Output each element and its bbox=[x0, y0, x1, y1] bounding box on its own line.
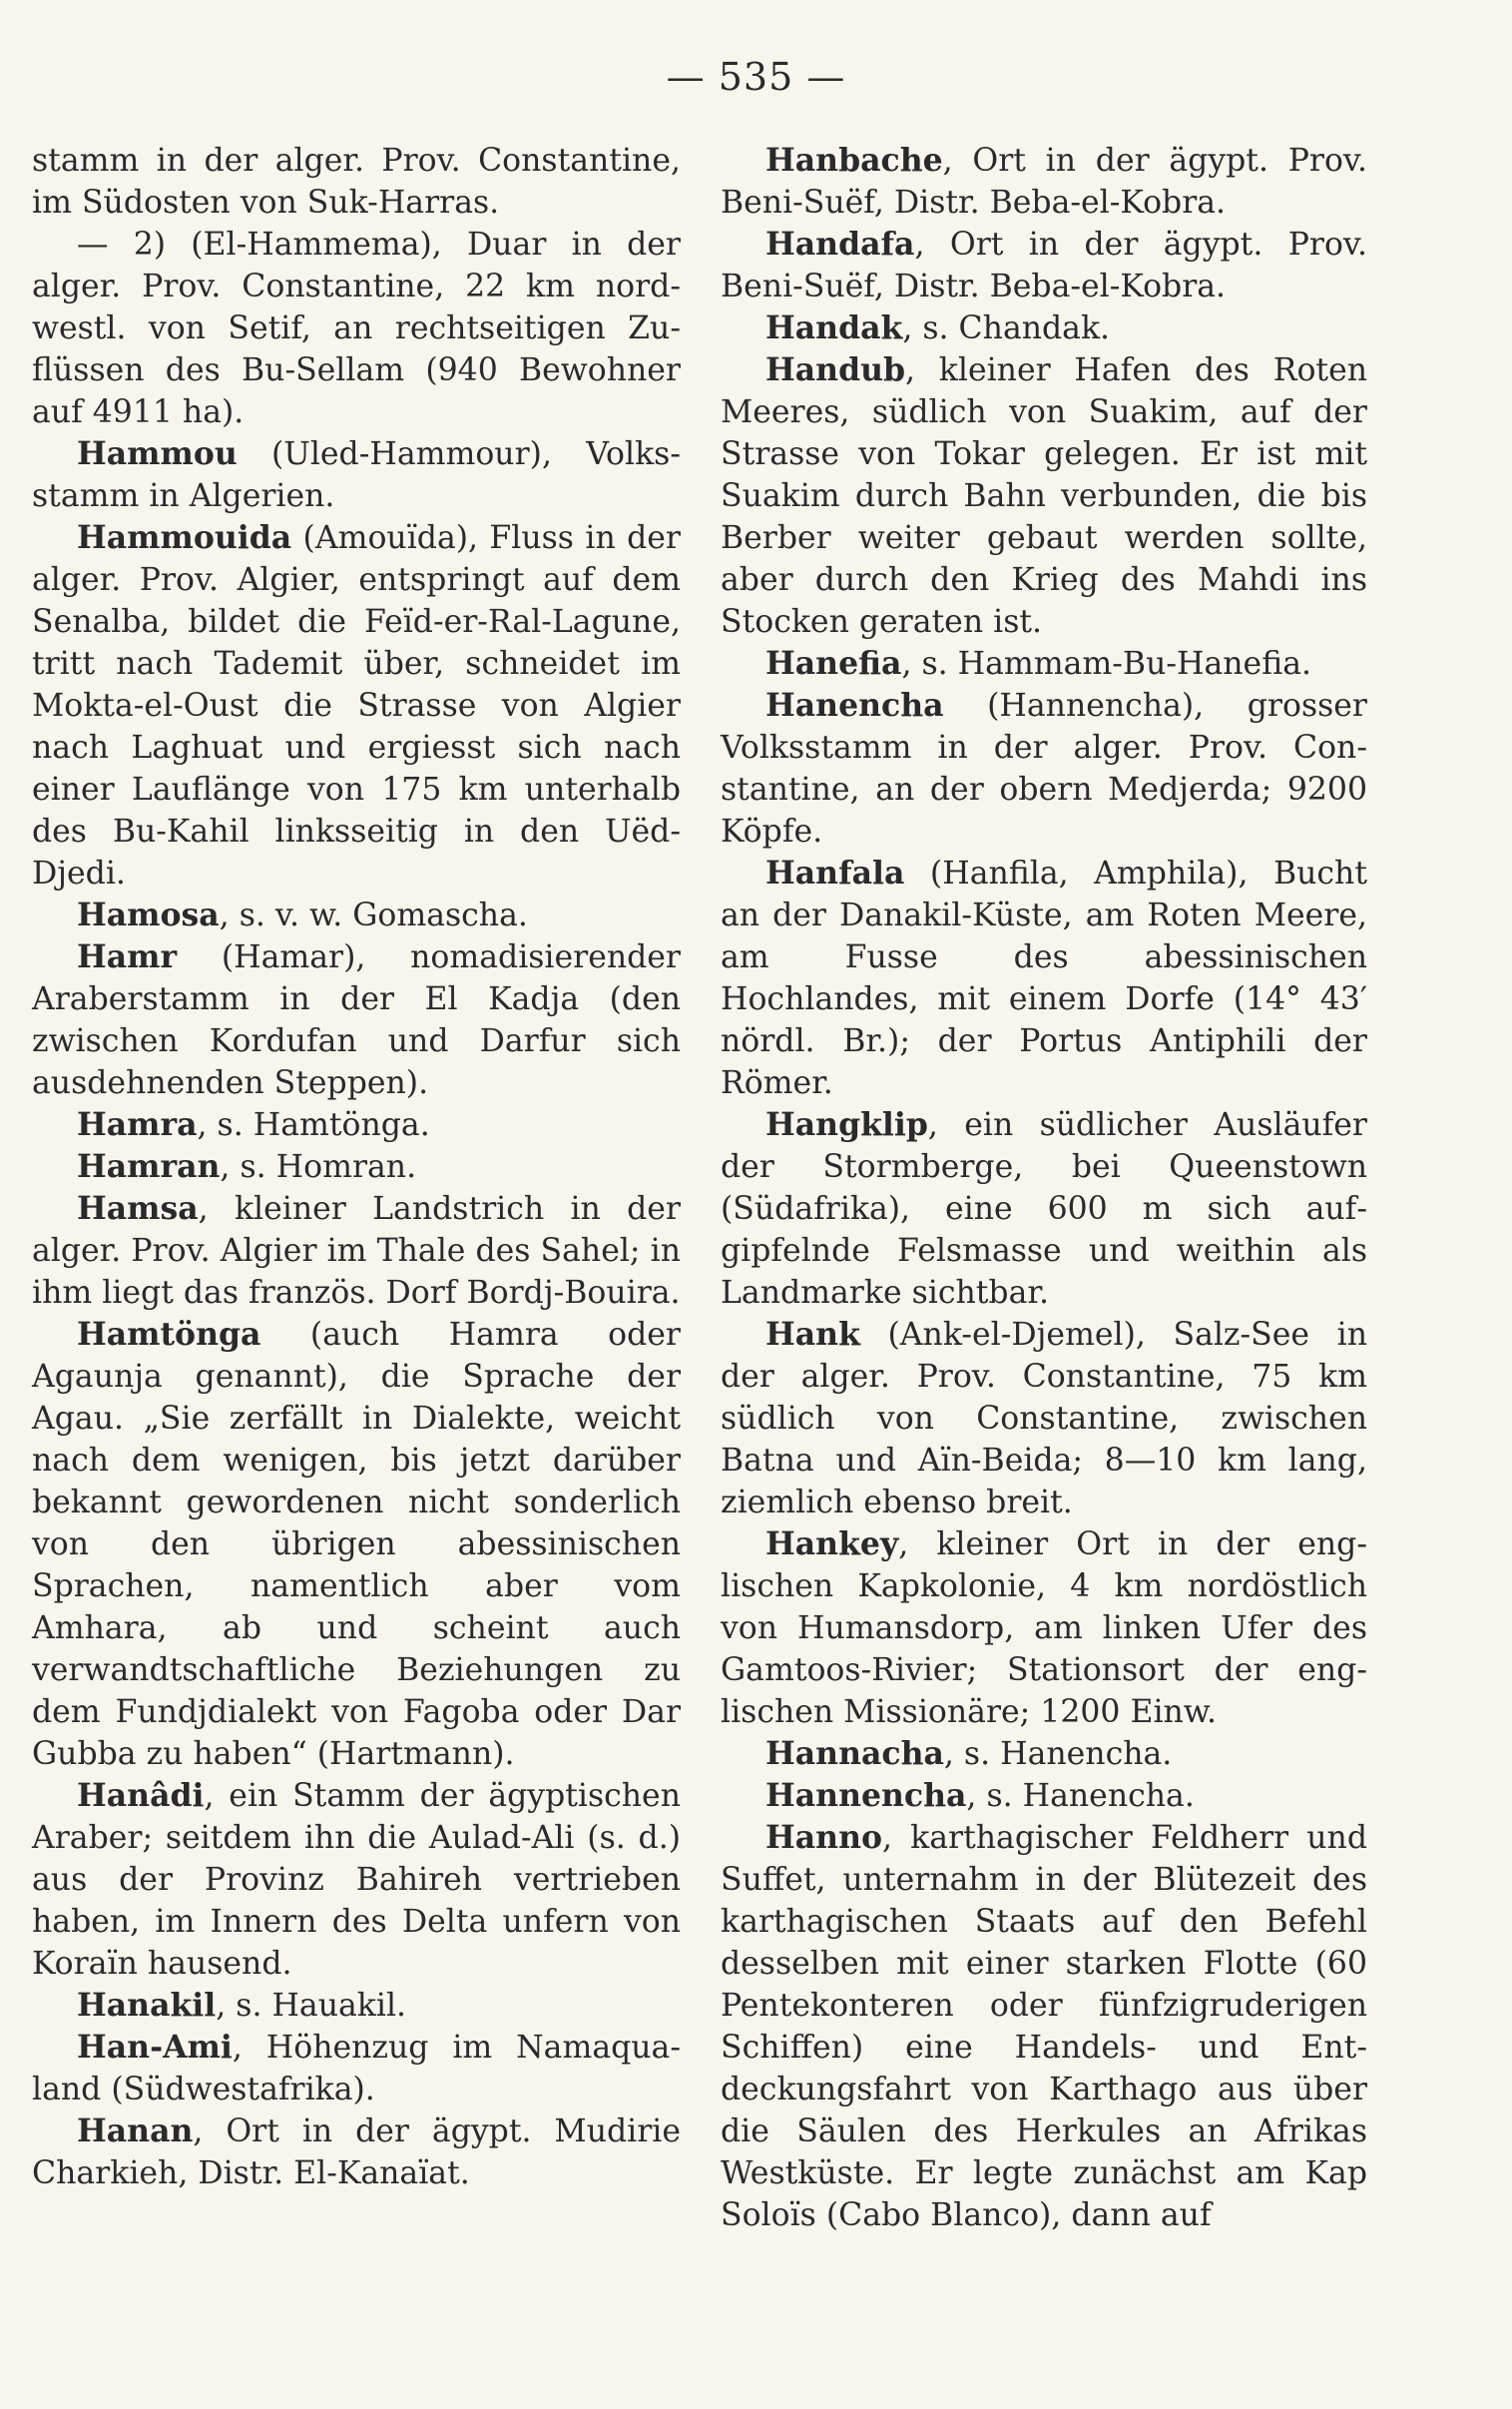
entry-text: , s. Hauakil. bbox=[216, 1988, 407, 2024]
headword: Hanno bbox=[765, 1819, 882, 1856]
entry-text: , kleiner Hafen des Roten Meeres, südlich von Suakim, auf der Strasse von Tokar gelegen. Er ist mit Suakim durch Bahn verbunden, die bis Berber weiter gebaut werden sollte, aber durch den Krieg des Mahdi ins Stocken geraten ist. bbox=[721, 352, 1367, 640]
entry-text: , s. Chandak. bbox=[902, 310, 1111, 346]
entry bbox=[721, 1104, 1367, 1314]
entry-text: (Hanfila, Amphila), Bucht an der Danakil-Küste, am Roten Meere, am Fusse des abessinischen Hochlandes, mit einem Dorfe (14° 43′ nördl. Br.); der Portus Antiphili der Römer. bbox=[721, 856, 1367, 1101]
headword: Hanefia bbox=[765, 645, 902, 682]
entry bbox=[721, 1775, 1367, 1817]
entry-text: (Uled-Hammour), Volksstamm in Algerien. bbox=[32, 436, 681, 514]
entry bbox=[32, 1188, 681, 1314]
headword: Hamsa bbox=[77, 1190, 199, 1227]
headword: Hanan bbox=[77, 2112, 194, 2149]
headword: Hannacha bbox=[765, 1735, 944, 1772]
entry bbox=[32, 1985, 681, 2027]
entry-text: , ein Stamm der ägyptischen Araber; seitdem ihn die Aulad-Ali (s. d.) aus der Provinz Bahireh vertrieben haben, im Innern des Delta unfern von Koraïn hausend. bbox=[32, 1778, 681, 1982]
entry bbox=[721, 1733, 1367, 1775]
headword: Handak bbox=[765, 309, 903, 346]
entry bbox=[721, 349, 1367, 643]
entry-text: , Ort in der ägypt. Prov. Beni-Suëf, Distr. Beba-el-Kobra. bbox=[721, 227, 1367, 304]
headword: Handafa bbox=[765, 226, 915, 263]
headword: Hanfala bbox=[765, 855, 905, 892]
entry-text: , ein südlicher Ausläufer der Stormberge, bei Queenstown (Südafrika), eine 600 m sich aufgipfelnde Felsmasse und weithin als Landmarke sichtbar. bbox=[721, 1107, 1367, 1311]
entry-text: , s. Homran. bbox=[220, 1149, 417, 1185]
entry-text: , karthagischer Feldherr und Suffet, unternahm in der Blütezeit des karthagischen Staats auf den Befehl desselben mit einer starken Flotte (60 Pentekonteren oder fünfzigruderigen Schiffen) eine Handels- und Entdeckungsfahrt von Karthago aus über die Säulen des Herkules an Afrikas Westküste. Er legte zunächst am Kap Soloïs (Cabo Blanco), dann auf bbox=[721, 1820, 1367, 2233]
entry bbox=[32, 1775, 681, 1985]
headword: Hammouida bbox=[77, 519, 292, 556]
headword: Hanakil bbox=[77, 1987, 217, 2024]
headword: Hammou bbox=[77, 435, 238, 472]
headword: Han-Ami bbox=[77, 2029, 233, 2066]
entry bbox=[32, 895, 681, 936]
headword: Hangklip bbox=[765, 1106, 928, 1143]
entry bbox=[32, 1104, 681, 1146]
entry bbox=[32, 517, 681, 895]
entry-text: , kleiner Landstrich in der alger. Prov. Algier im Thale des Sahel; in ihm liegt das französ. Dorf Bordj-Bouira. bbox=[32, 1191, 681, 1311]
entry bbox=[721, 307, 1367, 349]
entry bbox=[721, 1523, 1367, 1733]
entry bbox=[32, 433, 681, 517]
headword: Hamran bbox=[77, 1148, 221, 1185]
entry bbox=[32, 1146, 681, 1188]
entry bbox=[721, 1314, 1367, 1523]
entry-text: , s. Hammam-Bu-Hanefia. bbox=[901, 646, 1311, 682]
headword: Hanencha bbox=[765, 687, 944, 724]
headword: Hamra bbox=[77, 1106, 198, 1143]
headword: Hannencha bbox=[765, 1777, 967, 1814]
entry-text: , Höhenzug im Namaqualand (Südwestafrika). bbox=[32, 2030, 681, 2108]
entry-text: — 2) (El-Hammema), Duar in der alger. Prov. Constantine, 22 km nordwestl. von Setif, an rechtseitigen Zuflüssen des Bu-Sellam (940 Bewohner auf 4911 ha). bbox=[32, 227, 681, 430]
entry bbox=[721, 140, 1367, 224]
left-column bbox=[32, 140, 681, 2194]
headword: Hamr bbox=[77, 938, 178, 975]
entry bbox=[32, 1314, 681, 1775]
page-number: — 535 — bbox=[666, 55, 846, 99]
entry bbox=[32, 224, 681, 433]
headword: Hamosa bbox=[77, 897, 220, 933]
headword: Hamtönga bbox=[77, 1316, 261, 1353]
entry bbox=[721, 224, 1367, 307]
entry bbox=[721, 643, 1367, 685]
right-column bbox=[721, 140, 1367, 2236]
entry-text: stamm in der alger. Prov. Constantine, im Südosten von Suk-Harras. bbox=[32, 143, 681, 221]
entry-text: , Ort in der ägypt. Mudirie Charkieh, Distr. El-Kanaïat. bbox=[32, 2113, 681, 2191]
entry bbox=[721, 685, 1367, 853]
entry-text: , s. Hamtönga. bbox=[197, 1107, 430, 1143]
entry bbox=[721, 1817, 1367, 2236]
entry-text: , s. Hanencha. bbox=[943, 1736, 1173, 1772]
entry bbox=[32, 2027, 681, 2110]
entry-text: (Hannencha), grosser Volksstamm in der alger. Prov. Constantine, an der obern Medjerda; 9200 Köpfe. bbox=[721, 688, 1367, 850]
entry-text: , s. v. w. Gomascha. bbox=[219, 898, 528, 933]
headword: Hanâdi bbox=[77, 1777, 205, 1814]
headword: Hankey bbox=[765, 1525, 899, 1562]
entry-text: (Ank-el-Djemel), Salz-See in der alger. Prov. Constantine, 75 km südlich von Constantine, zwischen Batna und Aïn-Beida; 8—10 km lang, ziemlich ebenso breit. bbox=[721, 1317, 1367, 1520]
entry bbox=[32, 936, 681, 1104]
headword: Hank bbox=[765, 1316, 860, 1353]
entry-text: , kleiner Ort in der englischen Kapkolonie, 4 km nordöstlich von Humansdorp, am linken Ufer des Gamtoos-Rivier; Stationsort der englischen Missionäre; 1200 Einw. bbox=[721, 1526, 1367, 1730]
entry bbox=[32, 2110, 681, 2194]
entry-text: (Hamar), nomadisierender Araberstamm in der El Kadja (den zwischen Kordufan und Darfur sich ausdehnenden Steppen). bbox=[32, 939, 681, 1101]
headword: Hanbache bbox=[765, 142, 943, 179]
entry-text: (Amouïda), Fluss in der alger. Prov. Algier, entspringt auf dem Senalba, bildet die Feïd-er-Ral-Lagune, tritt nach Tademit über, schneidet im Mokta-el-Oust die Strasse von Algier nach Laghuat und ergiesst sich nach einer Lauflänge von 175 km unterhalb des Bu-Kahil linksseitig in den Uëd-Djedi. bbox=[32, 520, 681, 892]
entry bbox=[32, 140, 681, 224]
entry-text: , Ort in der ägypt. Prov. Beni-Suëf, Distr. Beba-el-Kobra. bbox=[721, 143, 1367, 221]
entry bbox=[721, 853, 1367, 1104]
entry-text: (auch Hamra oder Agaunja genannt), die Sprache der Agau. „Sie zerfällt in Dialekte, weicht nach dem wenigen, bis jetzt darüber bekannt gewordenen nicht sonderlich von den übrigen abessinischen Sprachen, namentlich aber vom Amhara, ab und scheint auch verwandtschaftliche Beziehungen zu dem Fundjdialekt von Fagoba oder Dar Gubba zu haben“ (Hartmann). bbox=[32, 1317, 681, 1772]
entry-text: , s. Hanencha. bbox=[966, 1778, 1195, 1814]
headword: Handub bbox=[765, 351, 906, 388]
